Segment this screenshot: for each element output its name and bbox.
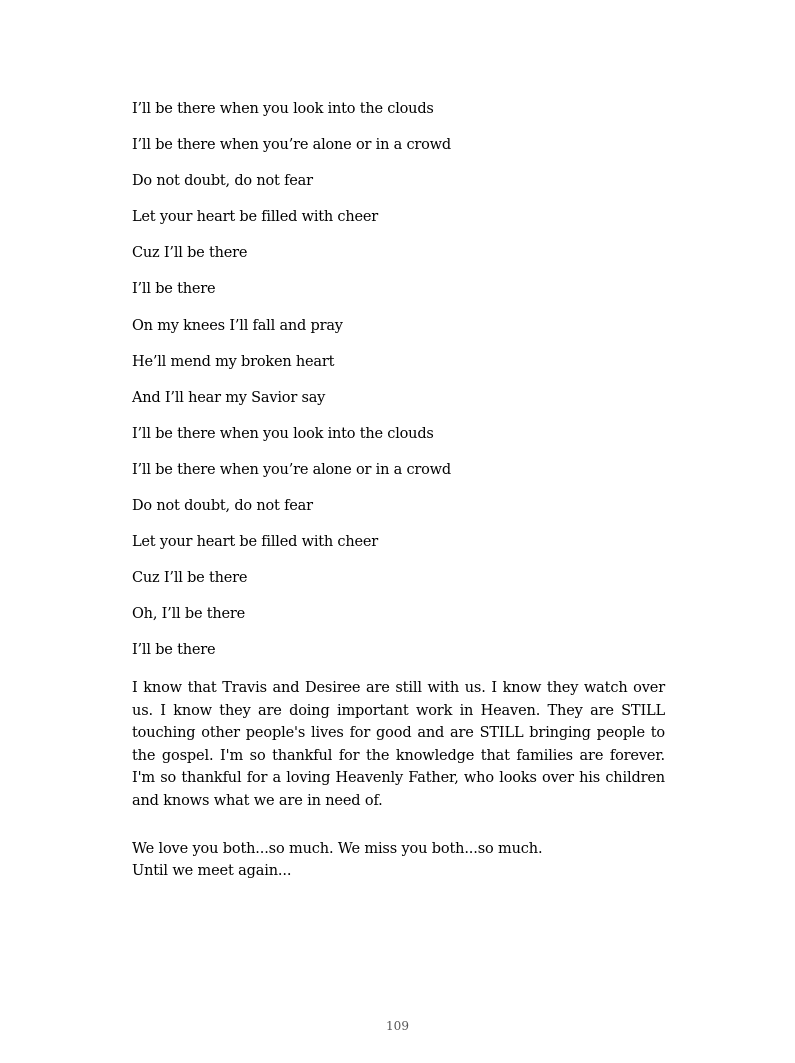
closing-lines <box>132 838 665 882</box>
lyric-line: Do not doubt, do not fear <box>132 173 313 190</box>
page-number: 109 <box>386 1019 409 1033</box>
lyric-line: I’ll be there when you look into the clouds <box>132 101 434 117</box>
lyric-line: I’ll be there <box>132 642 216 659</box>
lyric-line: Let your heart be filled with cheer <box>132 209 378 226</box>
song-lyrics <box>132 99 665 677</box>
lyric-line: Let your heart be filled with cheer <box>132 534 378 551</box>
lyric-line: He’ll mend my broken heart <box>132 353 335 370</box>
lyric-line: I’ll be there when you’re alone or in a crowd <box>132 461 451 478</box>
closing-line-love: We love you both...so much. We miss you both...so much. <box>132 841 543 857</box>
lyric-line: Cuz I’ll be there <box>132 570 248 587</box>
lyric-line: Cuz I’ll be there <box>132 245 248 262</box>
body-paragraph: I know that Travis and Desiree are still with us. I know they watch over us. I know they are doing important work in Heaven. They are STILL touching other people's lives for good and are STILL bringing people to the gospel. I'm so thankful for the knowledge that families are forever. I'm so thankful for a loving Heavenly Father, who looks over his children and knows what we are in need of. <box>132 680 665 809</box>
lyric-line: I’ll be there <box>132 281 216 298</box>
lyric-line: I’ll be there when you’re alone or in a crowd <box>132 137 451 154</box>
lyric-line: I’ll be there when you look into the clouds <box>132 425 434 442</box>
lyric-line: And I’ll hear my Savior say <box>132 389 326 406</box>
lyric-line: Do not doubt, do not fear <box>132 498 313 515</box>
lyric-line: Oh, I’ll be there <box>132 606 245 623</box>
lyric-line: On my knees I’ll fall and pray <box>132 317 343 334</box>
closing-line-until: Until we meet again... <box>132 863 292 879</box>
